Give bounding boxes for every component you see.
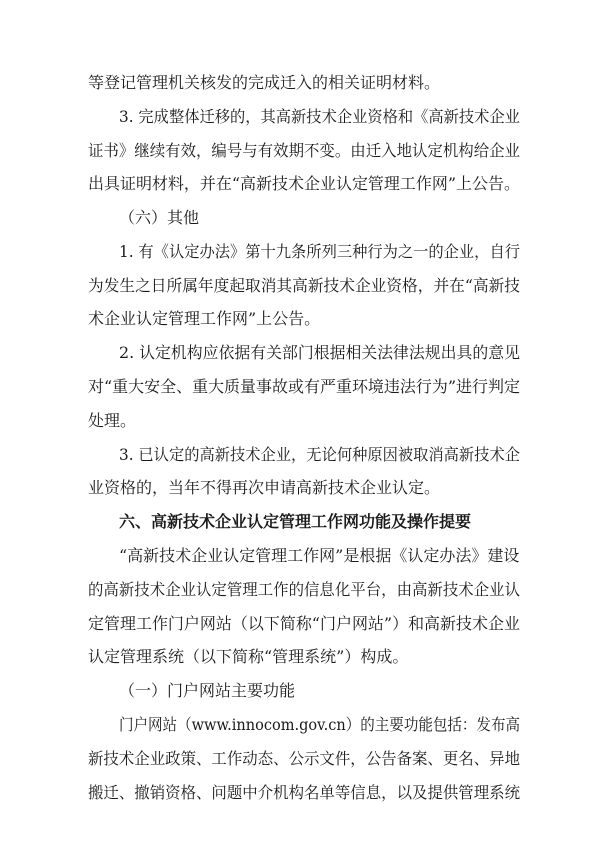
text-line-content: 的高新技术企业认定管理工作的信息化平台，由高新技术企业认 <box>88 580 521 599</box>
text-line-content: 定管理工作门户网站（以下简称“门户网站”）和高新技术企业 <box>88 614 520 633</box>
text-line-content: 等登记管理机关核发的完成迁入的相关证明材料。 <box>88 73 441 92</box>
text-line <box>0 169 600 199</box>
text-line-content: 门户网站（www.innocom.gov.cn）的主要功能包括：发布高 <box>119 715 520 734</box>
text-line <box>0 778 600 808</box>
text-line <box>0 473 600 503</box>
text-line <box>0 440 600 470</box>
text-line <box>0 304 600 334</box>
text-line-content: 术企业认定管理工作网”上公告。 <box>88 309 321 328</box>
text-line <box>0 338 600 368</box>
text-line-content: 出具证明材料，并在“高新技术企业认定管理工作网”上公告。 <box>88 174 520 193</box>
text-line <box>0 372 600 402</box>
text-line-content: 处理。 <box>88 411 137 430</box>
text-line <box>0 575 600 605</box>
text-line-content: 证书》继续有效，编号与有效期不变。由迁入地认定机构给企业 <box>88 141 521 160</box>
text-line-content: 搬迁、撤销资格、问题中介机构名单等信息，以及提供管理系统 <box>88 783 521 802</box>
section-heading-text: 六、高新技术企业认定管理工作网功能及操作提要 <box>119 512 472 531</box>
text-line-content: 新技术企业政策、工作动态、公示文件，公告备案、更名、异地 <box>88 749 521 768</box>
text-line-content: 业资格的，当年不得再次申请高新技术企业认定。 <box>88 478 441 497</box>
text-line-content: 3. 完成整体迁移的，其高新技术企业资格和《高新技术企业 <box>119 107 520 126</box>
section-subheading <box>0 676 600 706</box>
text-line <box>0 710 600 740</box>
text-line <box>0 68 600 98</box>
section-subheading-text: （六）其他 <box>119 208 200 227</box>
text-line-content: 2. 认定机构应依据有关部门根据相关法律法规出具的意见 <box>119 343 521 362</box>
text-line <box>0 406 600 436</box>
text-line-content: “高新技术企业认定管理工作网”是根据《认定办法》建设 <box>119 546 520 565</box>
section-heading <box>0 507 600 537</box>
text-line-content: 为发生之日所属年度起取消其高新技术企业资格，并在“高新技 <box>88 276 520 295</box>
text-line <box>0 541 600 571</box>
text-line-content: 对“重大安全、重大质量事故或有严重环境违法行为”进行判定 <box>88 377 520 396</box>
text-line <box>0 237 600 267</box>
text-line-content: 1. 有《认定办法》第十九条所列三种行为之一的企业，自行 <box>119 242 520 261</box>
section-subheading-text: （一）门户网站主要功能 <box>119 681 296 700</box>
text-line <box>0 271 600 301</box>
text-line <box>0 744 600 774</box>
text-line <box>0 609 600 639</box>
text-line <box>0 642 600 672</box>
section-subheading <box>0 203 600 233</box>
text-line <box>0 136 600 166</box>
text-line-content: 认定管理系统（以下简称“管理系统”）构成。 <box>88 647 409 666</box>
text-line-content: 3. 已认定的高新技术企业，无论何种原因被取消高新技术企 <box>119 445 520 464</box>
text-line <box>0 102 600 132</box>
